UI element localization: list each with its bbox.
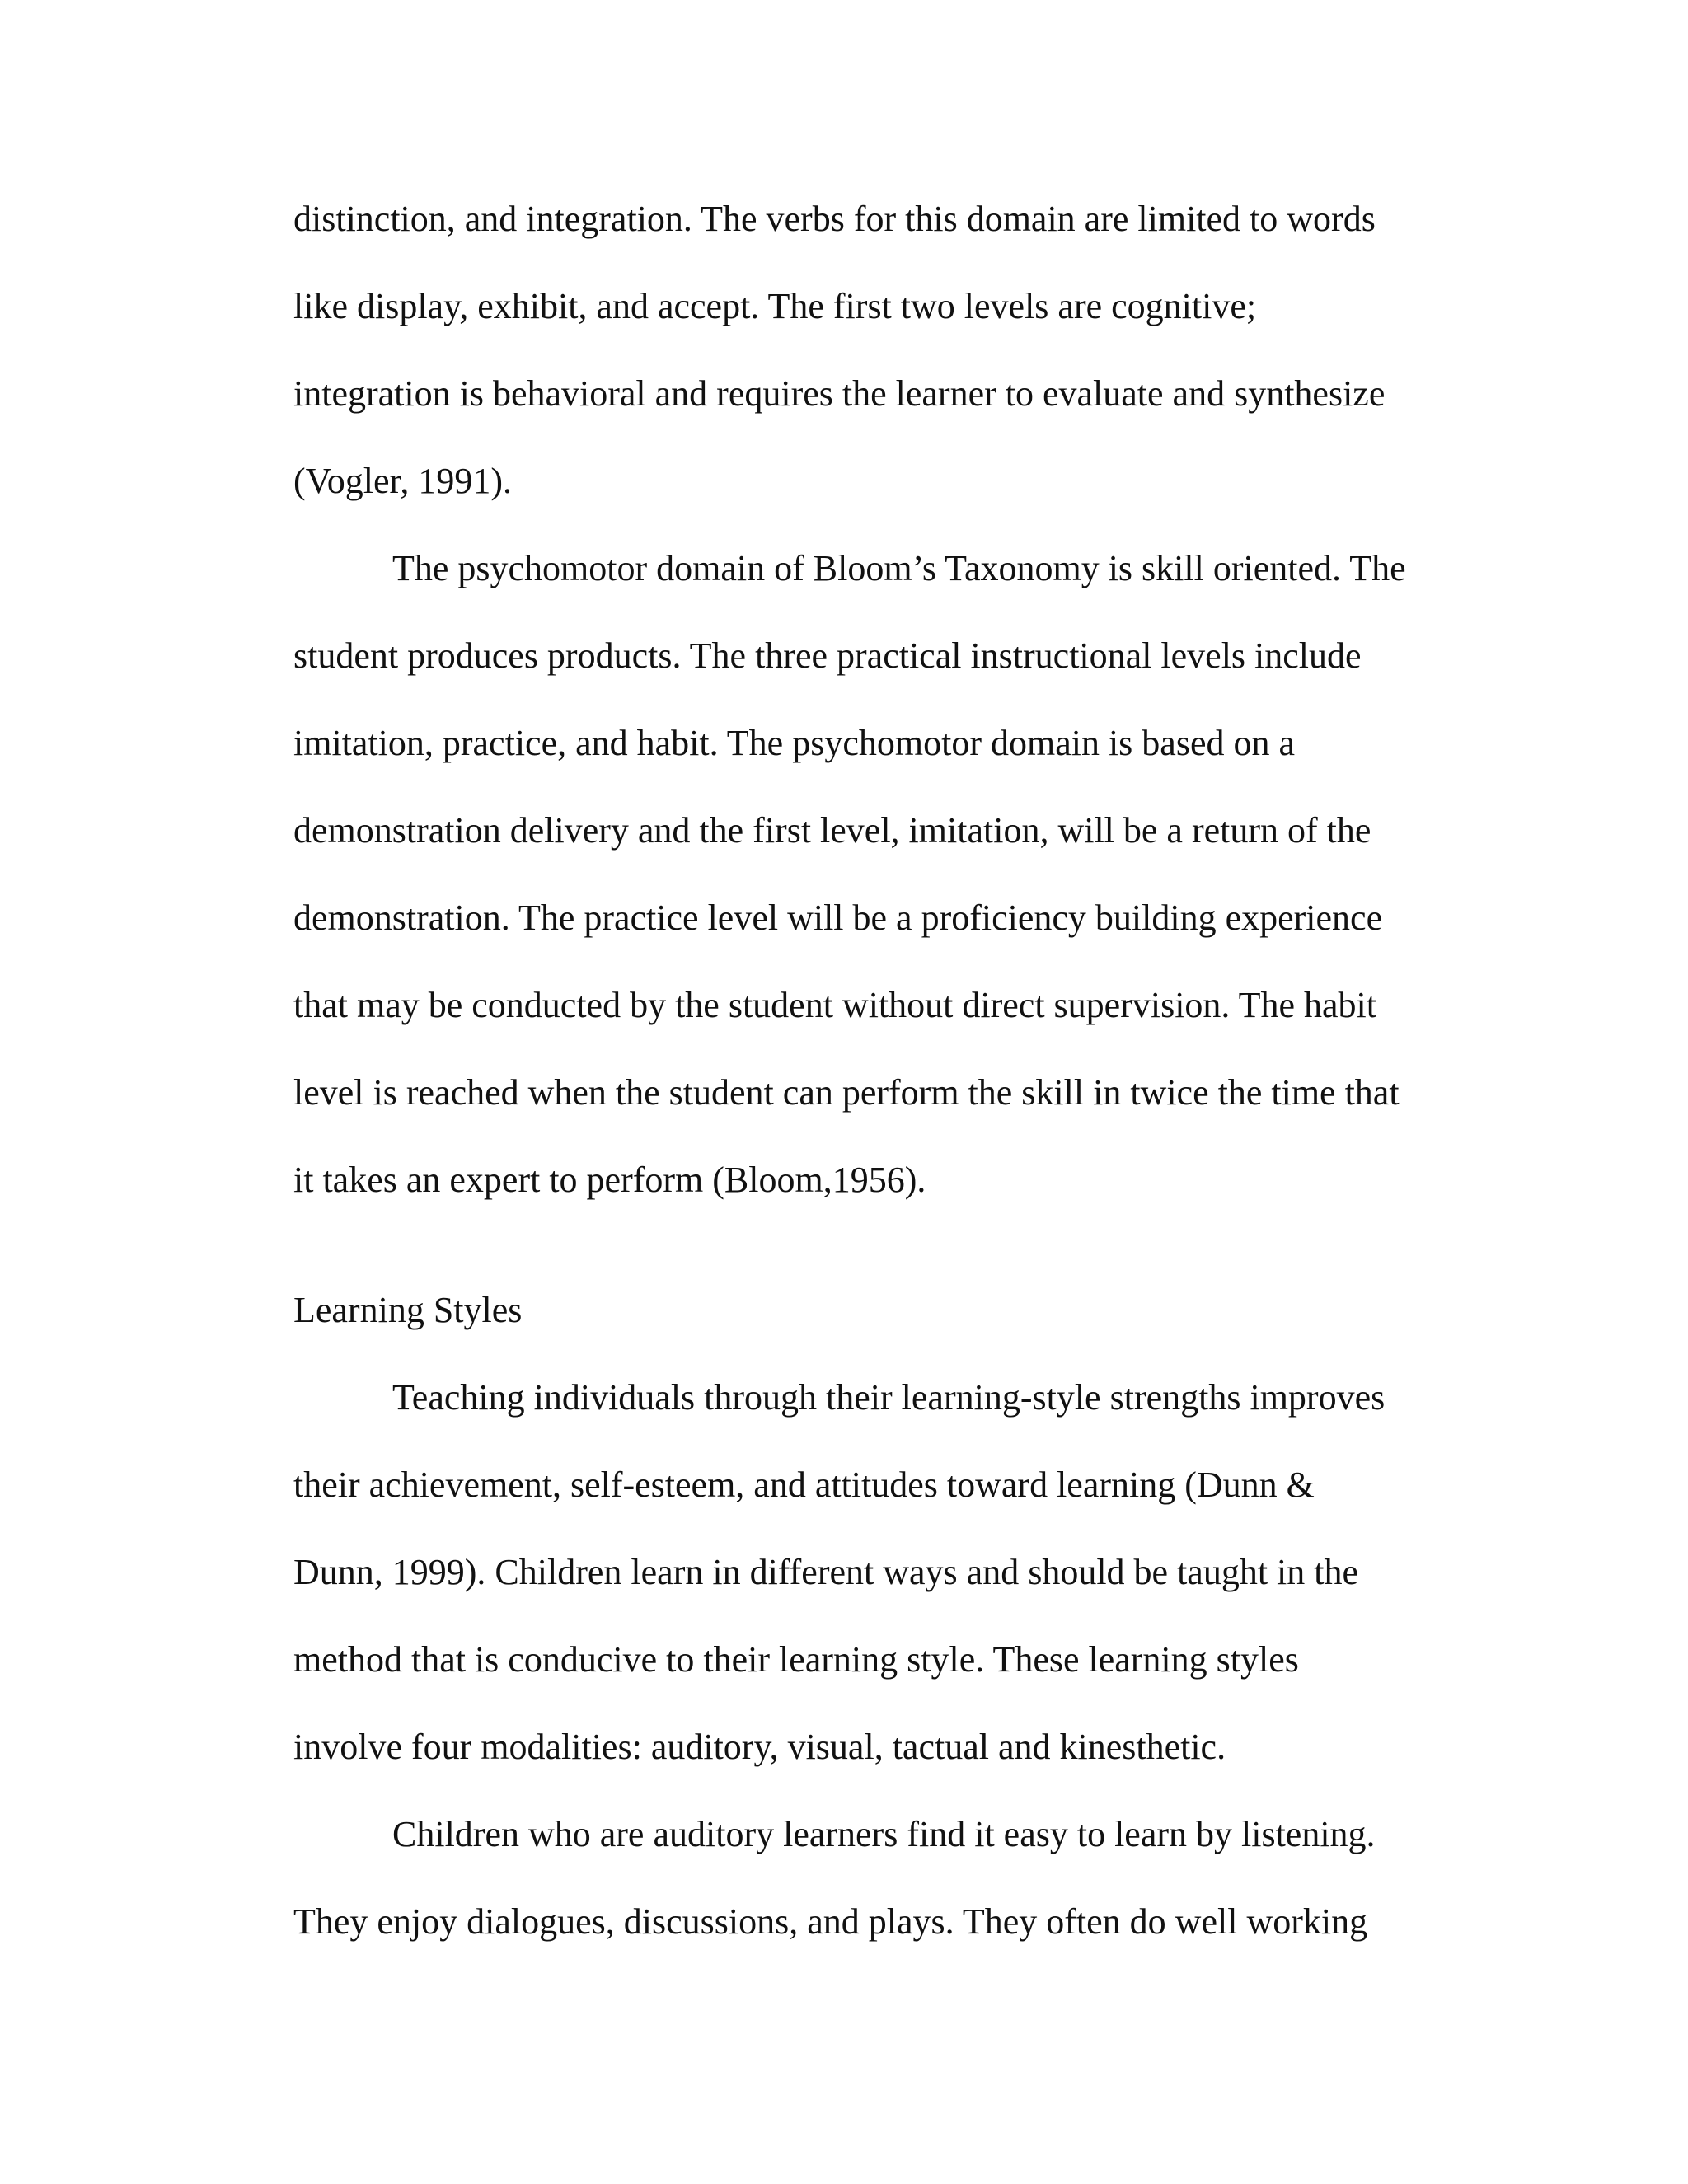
text-line: like display, exhibit, and accept. The first two levels are cognitive; xyxy=(293,286,1257,326)
text-line: level is reached when the student can perform the skill in twice the time that xyxy=(293,1072,1400,1113)
text-line: They enjoy dialogues, discussions, and plays. They often do well working xyxy=(293,1901,1368,1942)
text-line: involve four modalities: auditory, visual, tactual and kinesthetic. xyxy=(293,1727,1226,1767)
text-line: integration is behavioral and requires the learner to evaluate and synthesize xyxy=(293,373,1386,414)
paragraph-first-line: The psychomotor domain of Bloom’s Taxonomy is skill oriented. The xyxy=(392,548,1406,588)
text-line: (Vogler, 1991). xyxy=(293,461,513,501)
text-line: demonstration delivery and the first level, imitation, will be a return of the xyxy=(293,810,1372,851)
text-line: their achievement, self-esteem, and attitudes toward learning (Dunn & xyxy=(293,1465,1315,1505)
text-line: student produces products. The three practical instructional levels include xyxy=(293,635,1362,676)
text-line: it takes an expert to perform (Bloom,1956). xyxy=(293,1160,926,1200)
text-line: method that is conducive to their learning style. These learning styles xyxy=(293,1639,1299,1680)
section-heading: Learning Styles xyxy=(293,1290,523,1330)
text-line: that may be conducted by the student without direct supervision. The habit xyxy=(293,985,1377,1025)
text-line: imitation, practice, and habit. The psychomotor domain is based on a xyxy=(293,723,1296,763)
paragraph-first-line: Teaching individuals through their learning-style strengths improves xyxy=(392,1377,1386,1418)
text-line: Dunn, 1999). Children learn in different ways and should be taught in the xyxy=(293,1552,1359,1592)
text-line: demonstration. The practice level will be a proficiency building experience xyxy=(293,898,1383,938)
text-line: distinction, and integration. The verbs for this domain are limited to words xyxy=(293,199,1376,239)
paragraph-first-line: Children who are auditory learners find it easy to learn by listening. xyxy=(392,1814,1376,1854)
